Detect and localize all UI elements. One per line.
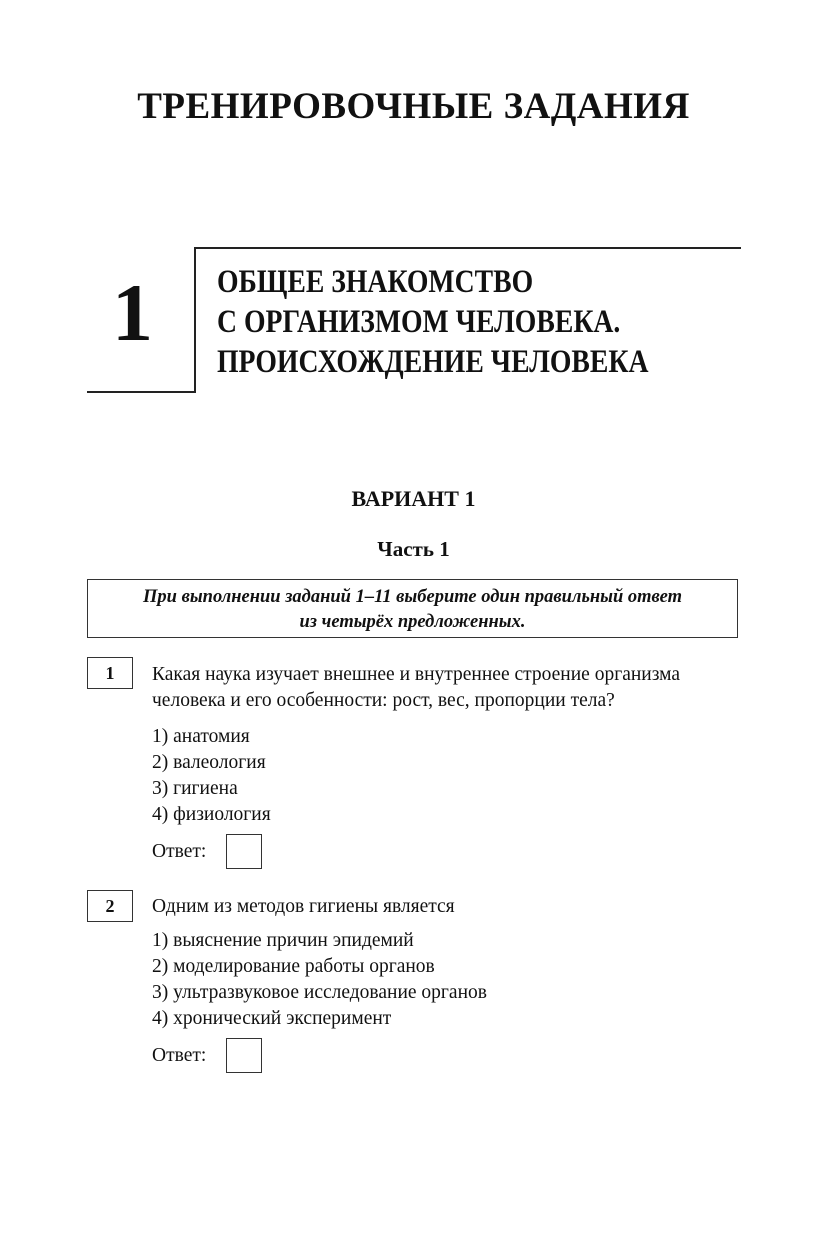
answer-label: Ответ: [152,1045,207,1066]
chapter-title-line: С ОРГАНИЗМОМ ЧЕЛОВЕКА. [217,304,621,340]
instruction-box [87,579,738,638]
chapter-title [217,262,649,382]
answer-label: Ответ: [152,841,207,862]
chapter-frame-vertical [194,247,196,393]
task-options [152,928,487,1032]
option: 2) валеология [152,752,266,773]
chapter-number: 1 [112,267,153,358]
task-question [152,662,680,714]
task-question [152,894,455,920]
task-number-box: 2 [87,890,133,922]
page-title: ТРЕНИРОВОЧНЫЕ ЗАДАНИЯ [137,86,690,127]
option: 4) хронический эксперимент [152,1008,392,1029]
chapter-frame-top [195,247,741,249]
chapter-frame-bottom [87,391,196,393]
answer-box[interactable] [226,834,262,869]
chapter-title-line: ПРОИСХОЖДЕНИЕ ЧЕЛОВЕКА [217,344,649,380]
option: 3) ультразвуковое исследование органов [152,982,487,1003]
instruction-line: из четырёх предложенных. [299,612,526,632]
question-line: Одним из методов гигиены является [152,896,455,917]
task-options [152,724,271,828]
option: 4) физиология [152,804,271,825]
variant-heading: ВАРИАНТ 1 [351,486,476,511]
instruction-line: При выполнении заданий 1–11 выберите один правильный ответ [143,587,682,607]
task-number-box: 1 [87,657,133,689]
option: 2) моделирование работы органов [152,956,435,977]
chapter-title-line: ОБЩЕЕ ЗНАКОМСТВО [217,264,534,300]
option: 3) гигиена [152,778,238,799]
part-heading: Часть 1 [377,537,450,561]
option: 1) выяснение причин эпидемий [152,930,414,951]
question-line: человека и его особенности: рост, вес, пропорции тела? [152,690,615,711]
option: 1) анатомия [152,726,250,747]
question-line: Какая наука изучает внешнее и внутреннее строение организма [152,664,681,685]
answer-box[interactable] [226,1038,262,1073]
